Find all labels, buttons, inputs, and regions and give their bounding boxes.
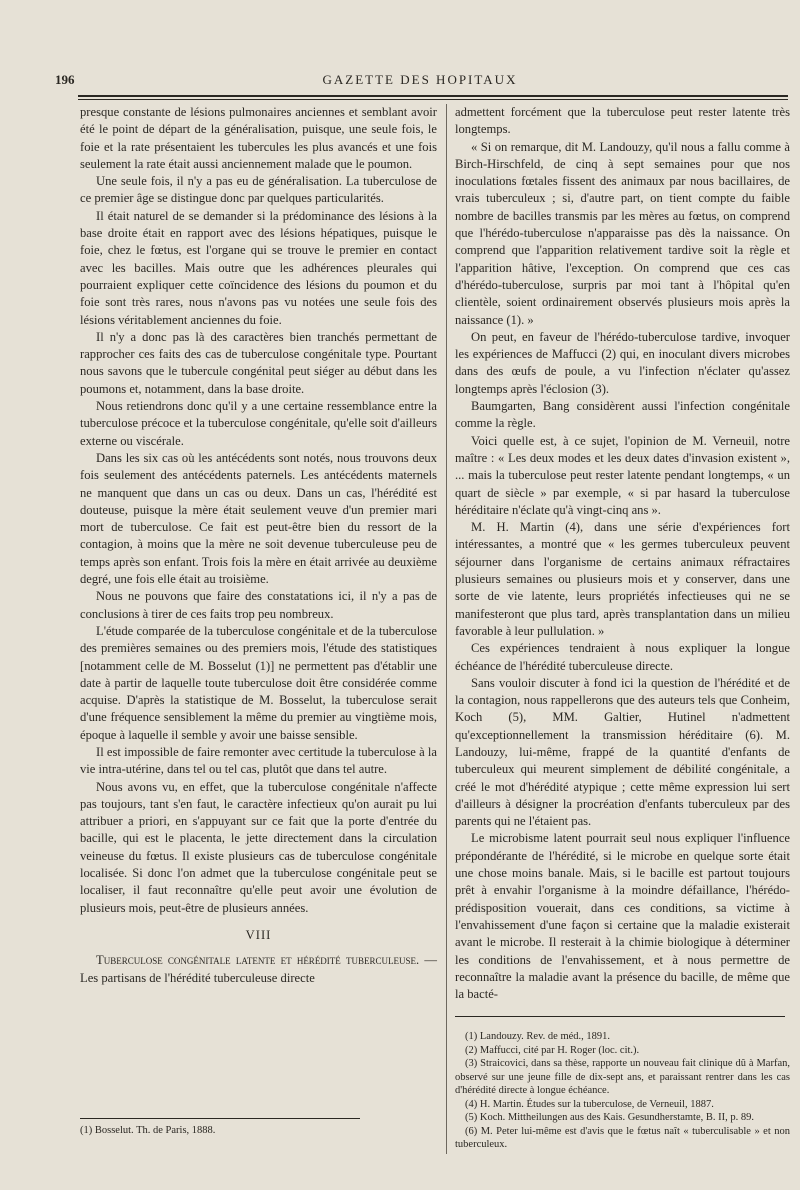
column-divider	[446, 104, 447, 1154]
paragraph: Il n'y a donc pas là des caractères bien tranchés permettant de rapprocher ces faits des cas de tuberculose congénitale type. Pourtant nous savons que le tubercule congénital peut siéger au début dans les poumons et, notamment, dans la base droite.	[80, 329, 437, 396]
running-header	[55, 72, 785, 92]
footnote: (3) Straicovici, dans sa thèse, rapporte un nouveau fait clinique dû à Marfan, observé sur une jeune fille de dix-sept ans, et paraissant rentrer dans les cas d'hérédité directe à longue échéance.	[455, 1058, 790, 1096]
section-paragraph	[80, 952, 437, 987]
paragraph: Voici quelle est, à ce sujet, l'opinion de M. Verneuil, notre maître : « Les deux modes et les deux dates d'invasion existent », ... mais la tuberculose peut rester latente pendant longtemps, « un quart de siècle » par exemple, « si par hasard la tuberculose héréditaire n'éclate qu'à vingt-cinq ans ».	[455, 433, 790, 517]
paragraph: presque constante de lésions pulmonaires anciennes et semblant avoir été le point de départ de la généralisation, puisque, une seule fois, le foie et la rate présentaient les tubercules les plus avancés et une fois seulement la rate était aussi anciennement malade que le poumon.	[80, 105, 437, 171]
footnote: (5) Koch. Mittheilungen aus des Kais. Gesundherstamte, B. II, p. 89.	[465, 1112, 754, 1123]
footnote: (2) Maffucci, cité par H. Roger (loc. cit.).	[465, 1044, 640, 1056]
footnote: (4) H. Martin. Études sur la tuberculose, de Verneuil, 1887.	[465, 1098, 714, 1110]
section-number: VIII	[245, 927, 272, 942]
paragraph: admettent forcément que la tuberculose peut rester latente très longtemps.	[455, 105, 790, 137]
header-rule	[78, 95, 788, 97]
section-heading: Tuberculose congénitale latente et hérédité tuberculeuse.	[96, 953, 420, 968]
header-rule-thin	[78, 99, 788, 100]
paragraph: M. H. Martin (4), dans une série d'expériences fort intéressantes, a montré que « les germes tuberculeux peuvent séjourner dans l'organisme de certains animaux réfractaires plusieurs semaines ou plusieurs mois et y conserver, dans une sorte de vie latente, leurs propriétés infectieuses qui ne se manifesteront que plus tard, après transplantation dans un milieu favorable à leur pullulation. »	[455, 520, 790, 638]
section-text: — Les partisans de l'hérédité tuberculeuse directe	[80, 953, 437, 985]
paragraph: Nous ne pouvons que faire des constatations ici, il n'y a pas de conclusions à tirer de ces faits trop peu nombreux.	[80, 589, 437, 621]
journal-title: GAZETTE DES HOPITAUX	[322, 72, 518, 87]
paragraph: Baumgarten, Bang considèrent aussi l'infection congénitale comme la règle.	[455, 399, 790, 431]
paragraph: Sans vouloir discuter à fond ici la question de l'hérédité et de la contagion, nous rappellerons que des auteurs tels que Conheim, Koch (5), MM. Galtier, Hutinel n'admettent qu'exceptionnellement la transmission héréditaire (6). M. Landouzy, lui-même, frappé de la quantité d'enfants de tuberculeux qui meurent simplement de débilité congénitale, a créé le mot d'hérédité atypique ; cette même expression lui sert d'ailleurs à désigner la procréation d'enfants tuberculeux par des parents qui ne l'étaient pas.	[455, 675, 790, 829]
left-column	[80, 104, 437, 987]
paragraph: Ces expériences tendraient à nous expliquer la longue échéance de l'hérédité tuberculeuse directe.	[455, 641, 790, 673]
paragraph: On peut, en faveur de l'hérédo-tuberculose tardive, invoquer les expériences de Maffucci (2) qui, en inoculant divers microbes dans des œufs de poule, a vu l'infection n'éclater qu'assez longtemps après l'éclosion (3).	[455, 329, 790, 396]
right-column	[455, 104, 790, 1003]
paragraph: Nous retiendrons donc qu'il y a une certaine ressemblance entre la tuberculose précoce et la tuberculose congénitale, qu'elle soit d'ailleurs externe ou viscérale.	[80, 399, 437, 448]
paragraph: Il est impossible de faire remonter avec certitude la tuberculose à la vie intra-utérine, dans tel ou tel cas, plutôt que dans tel autre.	[80, 744, 437, 777]
paragraph: Une seule fois, il n'y a pas eu de généralisation. La tuberculose de ce premier âge se distingue donc par quelques particularités.	[80, 174, 437, 206]
paragraph: Le microbisme latent pourrait seul nous expliquer l'influence prépondérante de l'hérédité, si le microbe en quelque sorte était une chose moins banale. Mais, si le bacille est partout toujours prêt à envahir l'organisme à la moindre défaillance, l'hérédo-prédisposition vouerait, dans ces conditions, sa victime à l'envahissement d'une façon si certaine que la maladie existerait avant le microbe. Il resterait à la chimie biologique à déterminer les conditions de l'envahissement, et à nous permettre de reconnaître la maladie avant la présence du bacille, de même que la bacté-	[455, 831, 790, 1002]
paragraph: L'étude comparée de la tuberculose congénitale et de la tuberculose des premières semaines ou des premiers mois, l'étude des statistiques [notamment celle de M. Bosselut (1)] ne permettent pas d'établir une date à partir de laquelle toute tuberculose doit être considérée comme acquise. D'après la statistique de M. Bosselut, la tuberculose serait d'une fréquence sensiblement la même du premier au vingtième mois, époque à laquelle il semble y avoir une baisse sensible.	[80, 623, 437, 742]
footnote: (6) M. Peter lui-même est d'avis que le fœtus naît « tuberculisable » et non tuberculeux.	[455, 1125, 790, 1150]
left-footnotes	[80, 1124, 437, 1138]
footnote: (1) Landouzy. Rev. de méd., 1891.	[465, 1031, 611, 1042]
paragraph: « Si on remarque, dit M. Landouzy, qu'il nous a fallu comme à Birch-Hirschfeld, de cinq à sept semaines pour que nos inoculations fœtales fissent des animaux par nous bacillaires, de vrais tuberculeux ; si, d'autre part, on tient compte du faible nombre de bacilles transmis par les mères au fœtus, on comprend que l'hérédo-tuberculose n'apparaisse pas dès la naissance. On comprend que l'apparition relativement tardive soit la règle et l'apparition hâtive, l'exception. On comprend que ces cas d'hérédo-tuberculose, surpris par moi tant à l'hôpital qu'en clientèle, soient ordinairement observés plusieurs mois après la naissance (1). »	[455, 139, 790, 327]
paragraph: Dans les six cas où les antécédents sont notés, nous trouvons deux fois seulement des antécédents paternels. Les antécédents maternels ne manquent que dans un cas ou deux. Dans un cas, l'hérédité est douteuse, puisque la mère était seulement veuve d'un premier mari mort de tuberculose. Ce fait est peut-être bien du ressort de la contagion, à moins que la mère ne soit devenue tuberculeuse peu de temps après son enfant. Trois fois la mère en était arrivée au deuxième degré, une fois elle était au troisième.	[80, 450, 437, 587]
footnote-rule	[80, 1118, 360, 1119]
paragraph: Il était naturel de se demander si la prédominance des lésions à la base droite était en rapport avec des lésions hépatiques, puisque le foie, chez le fœtus, est l'organe qui se trouve le premier en contact avec les bacilles. Mais outre que les adhérences pleurales qui pourraient expliquer cette coïncidence des lésions du poumon et du foie sont très rares, nous n'avons pas vu notées une seule fois des lésions véritablement anciennes du foie.	[80, 208, 437, 327]
page-number: 196	[55, 72, 75, 87]
footnote: (1) Bosselut. Th. de Paris, 1888.	[80, 1125, 216, 1136]
paragraph: Nous avons vu, en effet, que la tuberculose congénitale n'affecte pas toujours, tant s'en faut, le caractère infectieux qu'on aurait pu lui attribuer a priori, en s'appuyant sur ce fait que la porte d'entrée du bacille, qui est le placenta, le jette directement dans la circulation veineuse du fœtus. Il existe plusieurs cas de tuberculose congénitale localisée. Si donc l'on admet que la tuberculose congénitale peut se localiser, il faut reconnaître qu'elle peut avoir une évolution de plusieurs mois, peut-être de plusieurs années.	[80, 779, 437, 915]
right-footnotes	[455, 1030, 790, 1152]
footnote-rule	[455, 1016, 785, 1017]
